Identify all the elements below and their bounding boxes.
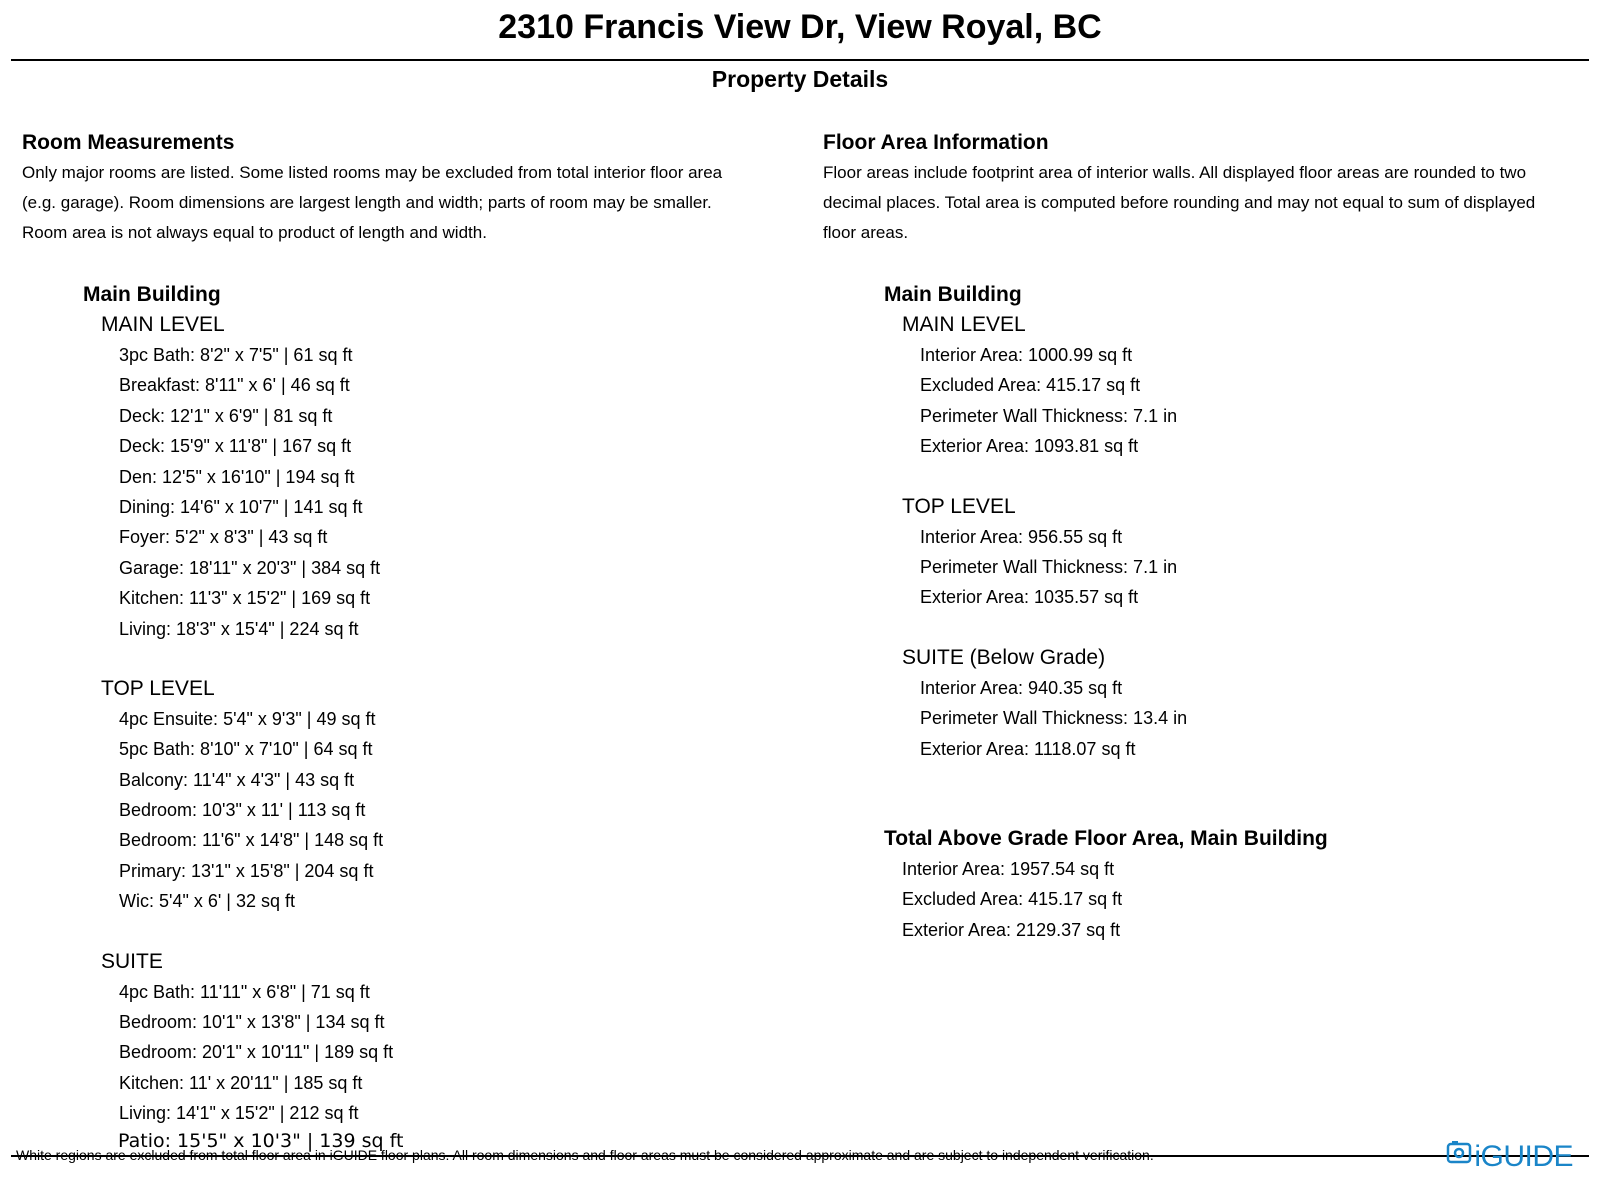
room-item: Bedroom: 11'6" x 14'8" | 148 sq ft: [119, 830, 384, 851]
description-line: Room area is not always equal to product of length and width.: [22, 223, 487, 242]
description-line: Floor areas include footprint area of interior walls. All displayed floor areas are rounded to two: [823, 163, 1527, 182]
room-item: Bedroom: 20'1" x 10'11" | 189 sq ft: [119, 1042, 394, 1063]
room-item: 4pc Ensuite: 5'4" x 9'3" | 49 sq ft: [119, 708, 376, 729]
room-item: Dining: 14'6" x 10'7" | 141 sq ft: [119, 496, 363, 517]
iguide-logo-icon: [1446, 1140, 1474, 1174]
room-item: Living: 18'3" x 15'4" | 224 sq ft: [119, 618, 359, 639]
title-divider: [11, 59, 1589, 61]
total-area-heading: Total Above Grade Floor Area, Main Building: [884, 826, 1328, 850]
area-item: Perimeter Wall Thickness: 7.1 in: [920, 556, 1178, 577]
room-measurements-description: [22, 158, 792, 280]
area-item: Interior Area: 956.55 sq ft: [920, 526, 1123, 547]
area-item: Exterior Area: 1093.81 sq ft: [920, 436, 1139, 457]
patio-room-item: Patio: 15'5" x 10'3" | 139 sq ft: [118, 1130, 404, 1152]
building-heading: Main Building: [83, 283, 221, 306]
description-line: Only major rooms are listed. Some listed rooms may be excluded from total interior floor area: [22, 163, 723, 182]
area-item: Interior Area: 1000.99 sq ft: [920, 345, 1133, 365]
room-item: Foyer: 5'2" x 8'3" | 43 sq ft: [119, 527, 328, 548]
room-item: Bedroom: 10'1" x 13'8" | 134 sq ft: [119, 1012, 385, 1033]
total-area-item: Excluded Area: 415.17 sq ft: [902, 889, 1123, 910]
description-line: floor areas.: [823, 223, 909, 242]
area-item: Exterior Area: 1035.57 sq ft: [920, 587, 1139, 608]
area-item: Perimeter Wall Thickness: 13.4 in: [920, 708, 1188, 729]
floor-area-heading: Floor Area Information: [823, 131, 1049, 154]
area-item: Excluded Area: 415.17 sq ft: [920, 375, 1141, 396]
room-item: 4pc Bath: 11'11" x 6'8" | 71 sq ft: [119, 981, 370, 1002]
room-item: Kitchen: 11'3" x 15'2" | 169 sq ft: [119, 588, 371, 609]
floor-area-description: [823, 158, 1593, 280]
level-heading-main: MAIN LEVEL: [101, 313, 225, 336]
room-item: Primary: 13'1" x 15'8" | 204 sq ft: [119, 860, 374, 881]
room-item: Bedroom: 10'3" x 11' | 113 sq ft: [119, 800, 366, 821]
room-item: Deck: 15'9" x 11'8" | 167 sq ft: [119, 436, 352, 457]
room-item: 3pc Bath: 8'2" x 7'5" | 61 sq ft: [119, 345, 353, 365]
room-item: Deck: 12'1" x 6'9" | 81 sq ft: [119, 405, 333, 426]
level-heading-main: MAIN LEVEL: [902, 313, 1026, 336]
floor-area-section: [823, 128, 1593, 945]
description-line: (e.g. garage). Room dimensions are largest length and width; parts of room may be smaller.: [22, 193, 712, 212]
room-item: Kitchen: 11' x 20'11" | 185 sq ft: [119, 1072, 363, 1093]
footer-disclaimer: White regions are excluded from total floor area in iGUIDE floor plans. All room dimensions and floor areas must be considered approximate and are subject to independent verification.: [16, 1147, 1154, 1163]
page-subtitle: Property Details: [711, 66, 889, 92]
room-item: Living: 14'1" x 15'2" | 212 sq ft: [119, 1103, 359, 1124]
level-heading-top: TOP LEVEL: [101, 676, 215, 700]
room-item: Den: 12'5" x 16'10" | 194 sq ft: [119, 466, 355, 487]
building-heading: Main Building: [884, 283, 1022, 306]
room-item: Wic: 5'4" x 6' | 32 sq ft: [119, 891, 296, 912]
area-item: Perimeter Wall Thickness: 7.1 in: [920, 405, 1178, 426]
total-area-item: Interior Area: 1957.54 sq ft: [902, 858, 1115, 879]
description-line: decimal places. Total area is computed before rounding and may not equal to sum of displayed: [823, 193, 1536, 212]
level-heading-suite: SUITE: [101, 949, 163, 973]
area-item: Interior Area: 940.35 sq ft: [920, 677, 1123, 698]
total-area-item: Exterior Area: 2129.37 sq ft: [902, 919, 1121, 940]
room-measurements-section: [22, 128, 792, 1129]
level-heading-top: TOP LEVEL: [902, 494, 1016, 518]
room-item: Garage: 18'11" x 20'3" | 384 sq ft: [119, 557, 381, 578]
iguide-logo-text: iGUIDE: [1474, 1140, 1573, 1173]
iguide-logo: [1446, 1140, 1573, 1174]
area-item: Exterior Area: 1118.07 sq ft: [920, 738, 1136, 759]
room-item: 5pc Bath: 8'10" x 7'10" | 64 sq ft: [119, 739, 373, 760]
level-heading-suite: SUITE (Below Grade): [902, 645, 1106, 669]
page-title: 2310 Francis View Dr, View Royal, BC: [498, 8, 1102, 46]
room-item: Balcony: 11'4" x 4'3" | 43 sq ft: [119, 769, 355, 790]
room-item: Breakfast: 8'11" x 6' | 46 sq ft: [119, 375, 350, 396]
room-measurements-heading: Room Measurements: [22, 131, 235, 154]
